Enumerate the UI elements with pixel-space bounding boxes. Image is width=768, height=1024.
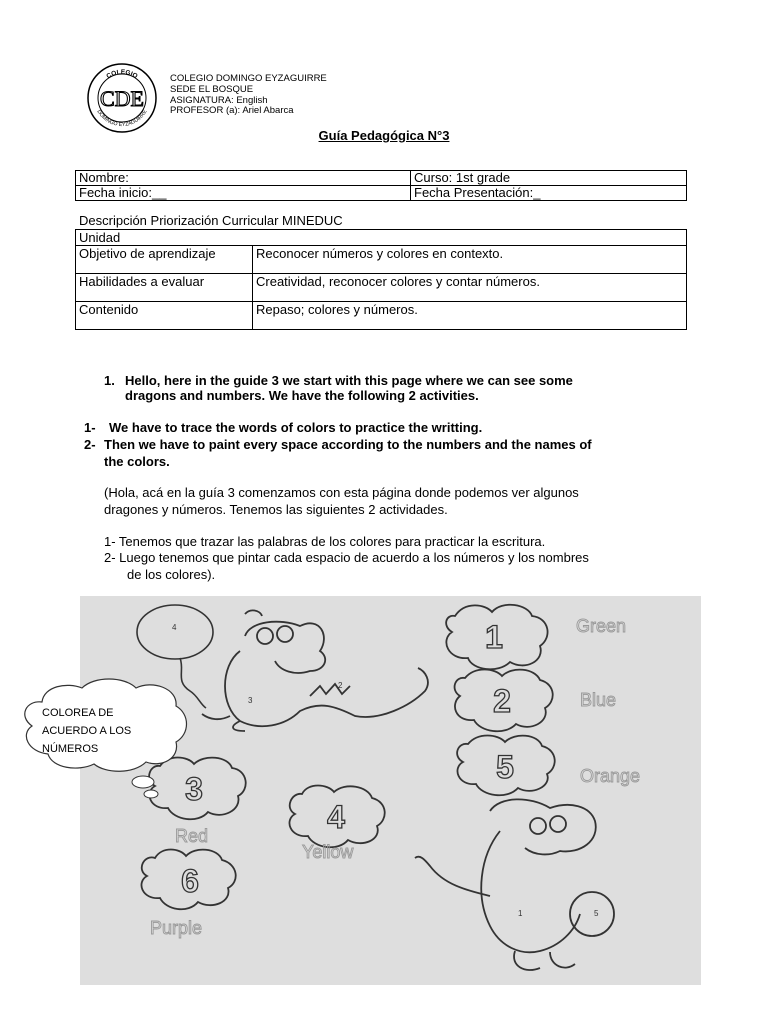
- name-field[interactable]: Nombre:: [76, 171, 411, 186]
- intro-line: dragons and numbers. We have the following 2 activities.: [125, 388, 479, 403]
- student-info-table: [75, 170, 687, 201]
- intro-number: 1.: [104, 373, 115, 388]
- small-number: 3: [248, 696, 253, 705]
- trace-word: Yellow: [302, 842, 354, 862]
- blob-number: 4: [327, 799, 345, 835]
- row-value: Reconocer números y colores en contexto.: [253, 246, 687, 274]
- blob-number: 5: [496, 749, 514, 785]
- small-number: 5: [594, 909, 599, 918]
- spanish-step: 1- Tenemos que trazar las palabras de los colores para practicar la escritura.: [104, 534, 546, 549]
- start-date-field[interactable]: Fecha inicio:__: [76, 186, 411, 201]
- school-logo: [86, 62, 158, 134]
- trace-word: Purple: [150, 918, 203, 938]
- row-value: Creatividad, reconocer colores y contar números.: [253, 274, 687, 302]
- spanish-step: de los colores).: [127, 567, 216, 582]
- step-text: Then we have to paint every space according to the numbers and the names of: [104, 437, 592, 452]
- speech-bubble-text: COLOREA DE ACUERDO A LOS NÚMEROS: [42, 707, 132, 755]
- step-text: We have to trace the words of colors to practice the writting.: [109, 420, 483, 435]
- step-text: the colors.: [104, 454, 170, 469]
- small-number: 4: [172, 623, 177, 632]
- logo-initials: CDE: [100, 86, 144, 111]
- teacher: PROFESOR (a): Ariel Abarca: [170, 105, 294, 116]
- blob-number: 3: [185, 771, 203, 807]
- intro-line: Hello, here in the guide 3 we start with this page where we can see some: [125, 373, 573, 388]
- row-value: Repaso; colores y números.: [253, 302, 687, 330]
- trace-word: Orange: [580, 766, 641, 786]
- subject: ASIGNATURA: English: [170, 95, 268, 106]
- row-label: Objetivo de aprendizaje: [76, 246, 253, 274]
- school-campus: SEDE EL BOSQUE: [170, 84, 254, 95]
- due-date-field[interactable]: Fecha Presentación:_: [411, 186, 687, 201]
- row-label: Contenido: [76, 302, 253, 330]
- step-number: 2-: [84, 437, 96, 452]
- unit-cell: Unidad: [76, 230, 687, 246]
- spanish-step: 2- Luego tenemos que pintar cada espacio de acuerdo a los números y los nombres: [104, 550, 589, 565]
- spanish-intro: (Hola, acá en la guía 3 comenzamos con esta página donde podemos ver algunos: [104, 485, 579, 500]
- trace-word: Red: [175, 826, 209, 846]
- blob-number: 1: [485, 619, 503, 655]
- curriculum-table: [75, 229, 687, 330]
- blob-number: 2: [493, 683, 511, 719]
- trace-word: Blue: [580, 690, 617, 710]
- logo-top-text: COLEGIO: [105, 68, 139, 81]
- school-name: COLEGIO DOMINGO EYZAGUIRRE: [170, 73, 327, 84]
- blob-number: 6: [181, 863, 199, 899]
- trace-word: Green: [576, 616, 627, 636]
- spanish-intro: dragones y números. Tenemos las siguientes 2 actividades.: [104, 502, 448, 517]
- row-label: Habilidades a evaluar: [76, 274, 253, 302]
- grade-field: Curso: 1st grade: [411, 171, 687, 186]
- page-title: Guía Pedagógica N°3: [318, 128, 450, 143]
- logo-bottom-text: DOMINGO EYZAGUIRRE: [95, 108, 149, 129]
- curriculum-description: Descripción Priorización Curricular MINEDUC: [79, 213, 343, 228]
- small-number: 1: [518, 909, 523, 918]
- step-number: 1-: [84, 420, 96, 435]
- small-number: 2: [338, 681, 343, 690]
